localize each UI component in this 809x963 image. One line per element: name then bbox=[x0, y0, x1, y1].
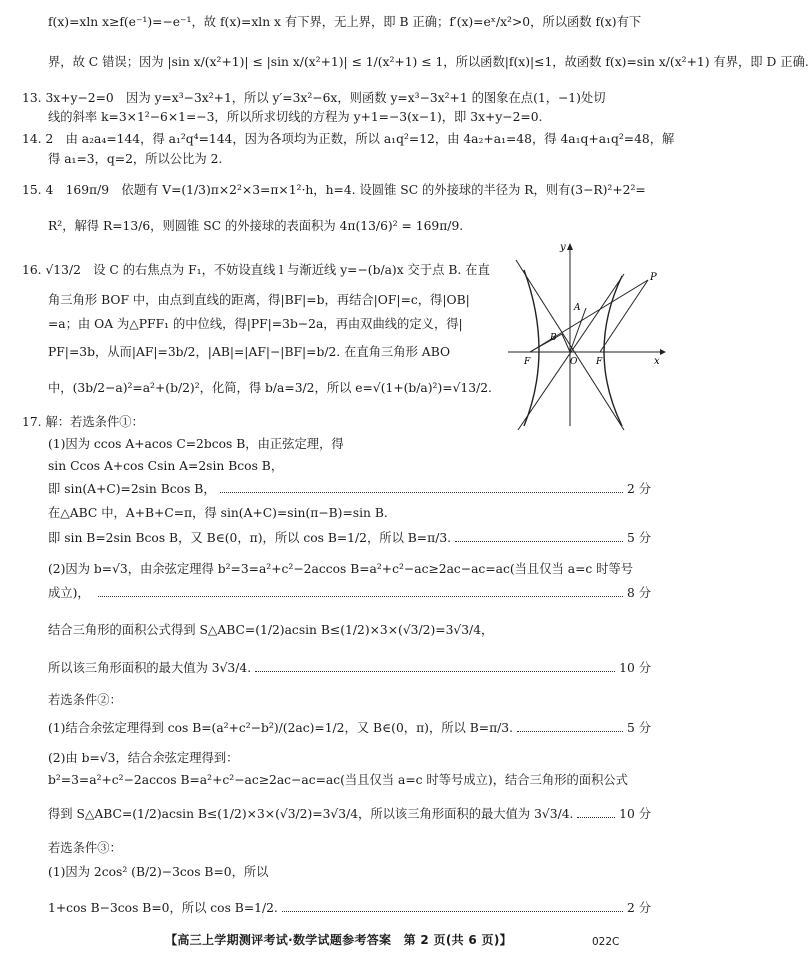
text-line: 得 a₁=3，q=2，所以公比为 2. bbox=[48, 152, 223, 166]
leader-dots bbox=[517, 722, 623, 732]
leader-dots bbox=[455, 532, 623, 542]
hyperbola-figure bbox=[504, 240, 666, 430]
text-line: 成立)， bbox=[48, 586, 90, 600]
text-line: 15. 4 169π/9 依题有 V=(1/3)π×2²×3=π×1²·h，h=4. 设圆锥 SC 的外接球的半径为 R，则有(3−R)²+2²= bbox=[22, 183, 646, 197]
text-line: =a；由 OA 为△PFF₁ 的中位线，得|PF|=3b−2a，再由双曲线的定义，得| bbox=[48, 317, 463, 331]
x-axis-arrow bbox=[660, 349, 666, 355]
scored-line bbox=[48, 900, 651, 916]
line-FB bbox=[530, 334, 562, 352]
scored-line bbox=[48, 806, 651, 822]
text-line: R²，解得 R=13/6，则圆锥 SC 的外接球的表面积为 4π(13/6)² = 169π/9. bbox=[48, 219, 464, 233]
label-A: A bbox=[574, 303, 581, 313]
scored-line-text: 即 sin B=2sin Bcos B，又 B∈(0，π)，所以 cos B=1/2，所以 B=π/3. bbox=[48, 531, 452, 545]
label-O: O bbox=[570, 357, 578, 367]
score-label: 5 分 bbox=[626, 721, 651, 735]
score-label: 10 分 bbox=[619, 661, 651, 675]
text-line: 若选条件③： bbox=[48, 841, 122, 855]
scored-line-text: 所以该三角形面积的最大值为 3√3/4. bbox=[48, 661, 252, 675]
text-line: 13. 3x+y−2=0 因为 y=x³−3x²+1，所以 y′=3x²−6x，则函数 y=x³−3x²+1 的图象在点(1，−1)处切 bbox=[22, 91, 606, 105]
text-line: f(x)=xln x≥f(e⁻¹)=−e⁻¹，故 f(x)=xln x 有下界，无上界，即 B 正确；f′(x)=eˣ/x²>0，所以函数 f(x)有下 bbox=[48, 15, 642, 29]
text-line: sin Ccos A+cos Csin A=2sin Bcos B， bbox=[48, 459, 284, 473]
line-OA bbox=[570, 308, 586, 352]
line-FP bbox=[530, 280, 648, 352]
scored-line-text: 即 sin(A+C)=2sin Bcos B， bbox=[48, 482, 216, 496]
paper-code: 022C bbox=[592, 936, 620, 948]
label-B: B bbox=[550, 333, 557, 343]
text-line: (1)因为 2cos² (B/2)−3cos B=0，所以 bbox=[48, 865, 269, 879]
scored-line bbox=[48, 660, 651, 676]
score-label: 2 分 bbox=[626, 901, 651, 915]
y-axis-arrow bbox=[567, 243, 573, 250]
scored-line-text: 得到 S△ABC=(1/2)acsin B≤(1/2)×3×(√3/2)=3√3/4，所以该三角形面积的最大值为 3√3/4. bbox=[48, 807, 574, 821]
label-F1: F bbox=[596, 357, 603, 367]
label-x: x bbox=[654, 356, 660, 367]
leader-dots bbox=[282, 902, 623, 912]
label-y: y bbox=[560, 242, 566, 253]
text-line: PF|=3b，从而|AF|=3b/2，|AB|=|AF|−|BF|=b/2. 在直角三角形 ABO bbox=[48, 345, 451, 359]
text-line: 界，故 C 错误；因为 |sin x/(x²+1)| ≤ |sin x/(x²+1)| ≤ 1/(x²+1) ≤ 1，所以函数|f(x)|≤1，故函数 f(x)=sin x/(x²+1) 有界，即 D 正确. bbox=[48, 55, 809, 69]
text-line: 结合三角形的面积公式得到 S△ABC=(1/2)acsin B≤(1/2)×3×(√3/2)=3√3/4， bbox=[48, 623, 494, 637]
scored-line bbox=[48, 561, 651, 577]
score-label: 8 分 bbox=[626, 586, 651, 600]
text-line: 线的斜率 k=3×1²−6×1=−3，所以所求切线的方程为 y+1=−3(x−1)，即 3x+y−2=0. bbox=[48, 110, 543, 124]
text-line: b²=3=a²+c²−2accos B=a²+c²−ac≥2ac−ac=ac(当且仅当 a=c 时等号成立)，结合三角形的面积公式 bbox=[48, 773, 628, 787]
text-line: 若选条件②： bbox=[48, 693, 122, 707]
label-P: P bbox=[650, 272, 657, 283]
text-line: 14. 2 由 a₂a₄=144，得 a₁²q⁴=144，因为各项均为正数，所以 a₁q²=12，由 4a₂+a₁=48，得 4a₁q+a₁q²=48，解 bbox=[22, 132, 675, 146]
scored-line bbox=[94, 585, 651, 601]
text-line: (2)由 b=√3，结合余弦定理得到： bbox=[48, 751, 239, 765]
leader-dots bbox=[98, 587, 623, 597]
leader-dots bbox=[577, 808, 615, 818]
text-line: 角三角形 BOF 中，由点到直线的距离，得|BF|=b，再结合|OF|=c，得|OB| bbox=[48, 293, 470, 307]
text-line: 在△ABC 中，A+B+C=π，得 sin(A+C)=sin(π−B)=sin B. bbox=[48, 506, 388, 520]
text-line: 17. 解：若选条件①： bbox=[22, 415, 144, 429]
scored-line-text: 1+cos B−3cos B=0，所以 cos B=1/2. bbox=[48, 901, 278, 915]
scored-line bbox=[48, 720, 651, 736]
scored-line bbox=[48, 481, 651, 497]
score-label: 10 分 bbox=[619, 807, 651, 821]
label-F: F bbox=[524, 357, 531, 367]
scored-line-text: (1)结合余弦定理得到 cos B=(a²+c²−b²)/(2ac)=1/2，又 B∈(0，π)，所以 B=π/3. bbox=[48, 721, 514, 735]
scored-line bbox=[48, 530, 651, 546]
page-footer: 【高三上学期测评考试·数学试题参考答案 第 2 页(共 6 页)】 bbox=[165, 933, 512, 947]
text-line: 中，(3b/2−a)²=a²+(b/2)²，化简，得 b/a=3/2，所以 e=√(1+(b/a)²)=√13/2. bbox=[48, 381, 492, 395]
text-line: 16. √13/2 设 C 的右焦点为 F₁，不妨设直线 l 与渐近线 y=−(b/a)x 交于点 B. 在直 bbox=[22, 263, 490, 277]
leader-dots bbox=[255, 662, 615, 672]
score-label: 2 分 bbox=[626, 482, 651, 496]
score-label: 5 分 bbox=[626, 531, 651, 545]
leader-dots bbox=[220, 483, 623, 493]
scored-line-text: (2)因为 b=√3，由余弦定理得 b²=3=a²+c²−2accos B=a²+c²−ac≥2ac−ac=ac(当且仅当 a=c 时等号 bbox=[48, 562, 634, 576]
text-line: (1)因为 ccos A+acos C=2bcos B，由正弦定理，得 bbox=[48, 437, 344, 451]
line-F1P bbox=[600, 280, 648, 352]
